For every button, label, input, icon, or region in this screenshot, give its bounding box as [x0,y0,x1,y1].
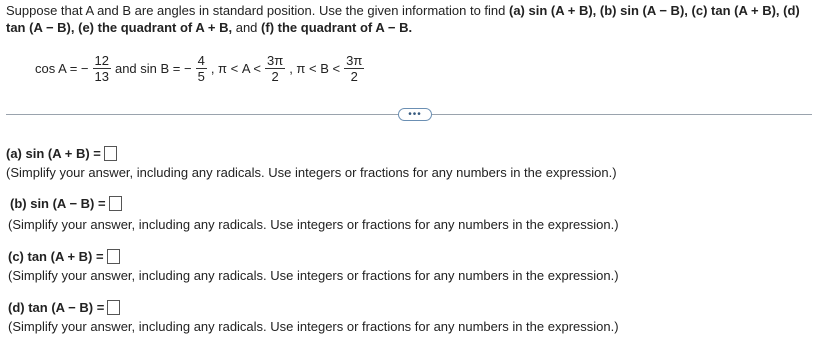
cos-a-fraction [93,53,111,84]
prompt-part-a: (a) sin (A + B), [509,3,597,18]
prompt-part-d-label: (d) [783,3,800,18]
more-options-button[interactable]: ••• [398,108,432,121]
question-b-hint: (Simplify your answer, including any radicals. Use integers or fractions for any numbers in the expression.) [8,217,619,232]
cos-a-numerator: 12 [94,52,109,68]
sin-b-fraction [196,53,207,84]
question-c-label: (c) tan (A + B) = [8,249,104,264]
question-d-hint: (Simplify your answer, including any radicals. Use integers or fractions for any numbers in the expression.) [8,319,619,334]
prompt-part-c: (c) tan (A + B), [691,3,780,18]
condition-b-text: , π < B < [289,60,341,76]
cos-a-label: cos A = − [35,60,89,76]
given-information [33,44,413,92]
condition-b-fraction [344,53,364,84]
problem-statement [6,2,811,36]
condition-b-denominator: 2 [350,68,358,84]
condition-b-numerator: 3π [346,52,363,68]
prompt-text: Suppose that A and B are angles in standard position. Use the given information to find [6,3,509,18]
condition-a-denominator: 2 [271,68,279,84]
condition-a-text: , π < A < [210,60,261,76]
sin-b-label: and sin B = − [114,60,192,76]
question-d-row [8,300,120,315]
condition-a-numerator: 3π [267,52,284,68]
question-a-row [6,146,117,161]
prompt-part-b: (b) sin (A − B), [599,3,688,18]
condition-a-fraction [265,53,285,84]
prompt-part-f: (f) the quadrant of A − B. [261,20,413,35]
cos-a-denominator: 13 [94,68,109,84]
answer-input-a[interactable] [104,146,117,161]
sin-b-numerator: 4 [197,52,205,68]
question-d-label: (d) tan (A − B) = [8,300,105,315]
question-c-hint: (Simplify your answer, including any radicals. Use integers or fractions for any numbers in the expression.) [8,268,619,283]
question-b-label: (b) sin (A − B) = [10,196,106,211]
prompt-part-e: (e) the quadrant of A + B, [78,20,233,35]
answer-input-d[interactable] [107,300,120,315]
prompt-and: and [235,20,258,35]
question-c-row [8,249,120,264]
sin-b-denominator: 5 [197,68,205,84]
question-a-hint: (Simplify your answer, including any radicals. Use integers or fractions for any numbers in the expression.) [6,165,617,180]
question-a-label: (a) sin (A + B) = [6,146,101,161]
prompt-part-d: tan (A − B), [6,20,75,35]
answer-input-c[interactable] [107,249,120,264]
answer-input-b[interactable] [109,196,122,211]
question-b-row [10,196,122,211]
